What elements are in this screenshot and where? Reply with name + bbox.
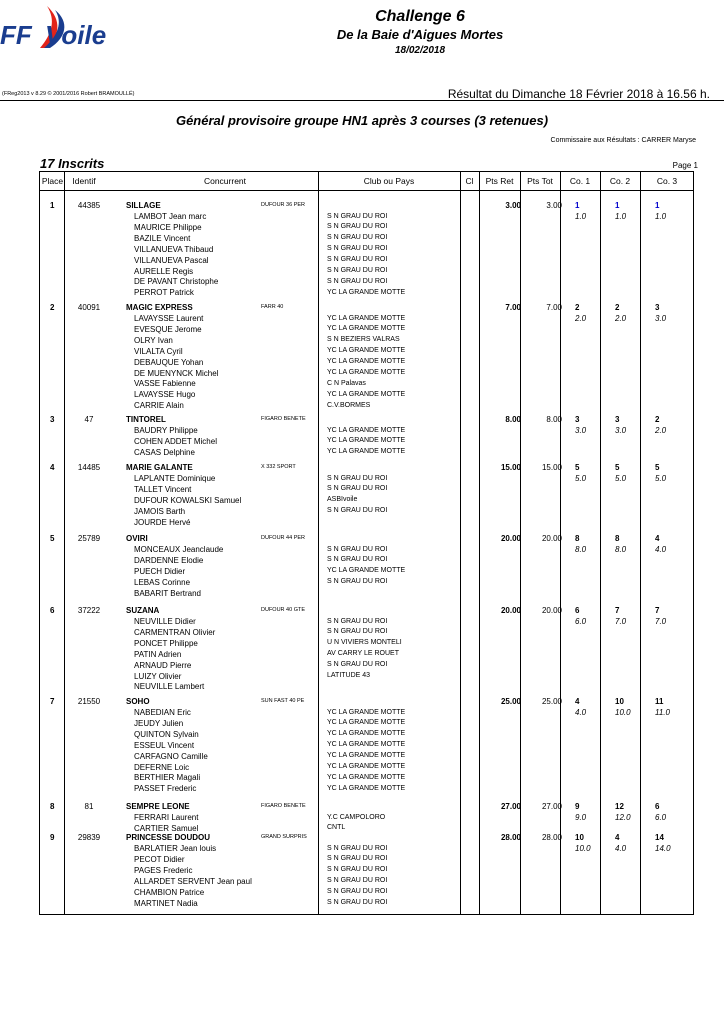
crew-club: C N Palavas <box>327 379 366 387</box>
race-place: 2 <box>575 303 580 312</box>
crew-member: LAVAYSSE Laurent <box>134 314 204 323</box>
crew-club: YC LA GRANDE MOTTE <box>327 288 406 296</box>
crew-member: QUINTON Sylvain <box>134 729 199 739</box>
crew-club: S N GRAU DU ROI <box>327 661 388 669</box>
crew-member: JEUDY Julien <box>134 718 184 728</box>
crew-club: S N GRAU DU ROI <box>327 474 388 482</box>
points-total: 7.00 <box>546 303 562 312</box>
column-divider <box>640 172 641 914</box>
race-score: 6.0 <box>575 617 587 626</box>
crew-member: MONCEAUX Jeanclaude <box>134 545 224 554</box>
race-score: 3.0 <box>575 426 587 435</box>
points-retained: 3.00 <box>505 201 521 210</box>
race-score: 5.0 <box>615 474 627 483</box>
crew-member: JAMOIS Barth <box>134 506 186 516</box>
crew-member: PONCET Philippe <box>134 638 198 648</box>
sail-id: 44385 <box>77 201 101 210</box>
crew-member: DE MUENYNCK Michel <box>134 368 219 378</box>
points-retained: 27.00 <box>500 802 521 811</box>
crew-club: YC LA GRANDE MOTTE <box>327 752 406 760</box>
race-score: 7.0 <box>615 617 627 626</box>
boat-name: MARIE GALANTE <box>126 463 193 472</box>
race-score: 3.0 <box>615 426 627 435</box>
boat-type: DUFOUR 44 PER <box>261 535 306 541</box>
crew-club: S N GRAU DU ROI <box>327 877 388 885</box>
crew-club: Y.C CAMPOLORO <box>327 813 386 821</box>
crew-member: VASSE Fabienne <box>134 379 196 389</box>
crew-member: PASSET Frederic <box>134 784 197 794</box>
crew-member: EVESQUE Jerome <box>134 324 202 334</box>
race-place: 2 <box>615 303 620 312</box>
race-place: 7 <box>615 606 620 615</box>
race-place: 4 <box>575 697 580 706</box>
crew-club: S N GRAU DU ROI <box>327 507 388 515</box>
crew-club: YC LA GRANDE MOTTE <box>327 369 406 376</box>
logo-ff-text: FF <box>0 20 32 50</box>
crew-club: YC LA GRANDE MOTTE <box>327 426 406 434</box>
crew-member: NEUVILLE Didier <box>134 617 196 626</box>
race-place: 4 <box>655 534 660 543</box>
race-place: 1 <box>615 201 620 210</box>
crew-member: NEUVILLE Lambert <box>134 682 205 692</box>
crew-club: YC LA GRANDE MOTTE <box>327 730 406 738</box>
crew-club: YC LA GRANDE MOTTE <box>327 784 406 792</box>
race-place: 10 <box>575 833 584 842</box>
race-score: 12.0 <box>615 813 631 822</box>
sail-id: 25789 <box>77 534 101 543</box>
crew-member: MARTINET Nadia <box>134 898 198 908</box>
crew-member: PATIN Adrien <box>134 649 182 659</box>
crew-club: YC LA GRANDE MOTTE <box>327 763 406 770</box>
boat-type: X 332 SPORT <box>261 464 296 470</box>
crew-club: LATITUDE 43 <box>327 672 371 679</box>
place: 2 <box>50 303 55 312</box>
crew-club: YC LA GRANDE MOTTE <box>327 347 406 355</box>
race-place: 8 <box>615 534 620 543</box>
crew-member: LAMBOT Jean marc <box>134 212 207 221</box>
crew-club: S N GRAU DU ROI <box>327 277 388 285</box>
sail-id: 37222 <box>77 606 101 615</box>
crew-club: YC LA GRANDE MOTTE <box>327 741 406 749</box>
race-score: 8.0 <box>615 545 627 554</box>
crew-club: S N GRAU DU ROI <box>327 899 388 906</box>
race-score: 10.0 <box>575 844 591 853</box>
points-retained: 7.00 <box>505 303 521 312</box>
race-place: 3 <box>575 415 580 424</box>
boat-name: MAGIC EXPRESS <box>126 303 193 312</box>
crew-member: MAURICE Philippe <box>134 222 202 232</box>
race-score: 11.0 <box>655 708 670 717</box>
results-table <box>39 171 694 915</box>
boat-type: DUFOUR 40 GTE <box>261 607 306 613</box>
column-divider <box>460 172 461 914</box>
column-header: Co. 1 <box>569 176 591 186</box>
crew-member: CARMENTRAN Olivier <box>134 627 216 637</box>
column-header: Identif <box>72 176 96 186</box>
crew-club: S N GRAU DU ROI <box>327 628 388 636</box>
race-score: 1.0 <box>575 212 587 221</box>
column-header: Concurrent <box>203 176 247 186</box>
crew-member: DARDENNE Elodie <box>134 555 204 565</box>
result-date: Résultat du Dimanche 18 Février 2018 à 16.56 h. <box>447 87 710 101</box>
points-retained: 25.00 <box>500 697 521 706</box>
race-place: 2 <box>655 415 660 424</box>
crew-member: BABARIT Bertrand <box>134 588 201 598</box>
crew-club: YC LA GRANDE MOTTE <box>327 437 406 445</box>
crew-member: BAUDRY Philippe <box>134 426 198 435</box>
crew-member: NABEDIAN Eric <box>134 708 191 717</box>
sail-id: 21550 <box>77 697 101 706</box>
crew-club: S N GRAU DU ROI <box>327 866 388 874</box>
crew-club: AV CARRY LE ROUET <box>327 650 399 658</box>
place: 5 <box>50 534 55 543</box>
race-score: 10.0 <box>615 708 631 717</box>
column-header: Pts Ret <box>485 176 514 186</box>
crew-member: BARLATIER Jean louis <box>134 844 217 853</box>
race-score: 1.0 <box>655 212 667 221</box>
crew-member: AURELLE Regis <box>134 266 194 276</box>
race-score: 4.0 <box>655 545 667 554</box>
header-divider <box>0 100 724 101</box>
crew-member: TALLET Vincent <box>134 484 192 494</box>
logo-voile-text: Voile <box>45 20 107 50</box>
crew-member: VILALTA Cyril <box>134 346 183 356</box>
crew-club: YC LA GRANDE MOTTE <box>327 567 406 575</box>
place: 8 <box>50 802 55 811</box>
race-score: 14.0 <box>655 844 671 853</box>
crew-club: YC LA GRANDE MOTTE <box>327 325 406 333</box>
crew-member: DUFOUR KOWALSKI Samuel <box>134 495 242 505</box>
crew-member: LAPLANTE Dominique <box>134 474 216 483</box>
crew-member: FERRARI Laurent <box>134 813 199 822</box>
column-divider <box>600 172 601 914</box>
crew-member: DEBAUQUE Yohan <box>134 357 204 367</box>
crew-club: S N GRAU DU ROI <box>327 234 388 242</box>
crew-club: S N GRAU DU ROI <box>327 556 388 564</box>
column-header: Co. 2 <box>609 176 631 186</box>
crew-member: DE PAVANT Christophe <box>134 277 219 287</box>
points-retained: 20.00 <box>500 534 521 543</box>
race-place: 3 <box>615 415 620 424</box>
points-retained: 20.00 <box>500 606 521 615</box>
column-divider <box>479 172 480 914</box>
crew-club: YC LA GRANDE MOTTE <box>327 773 406 781</box>
ffvoile-logo <box>0 4 125 50</box>
header-divider-line <box>40 190 693 191</box>
race-score: 9.0 <box>575 813 587 822</box>
race-score: 4.0 <box>615 844 627 853</box>
crew-club: S N BEZIERS VALRAS <box>327 336 400 344</box>
crew-member: ALLARDET SERVENT Jean paul <box>134 876 252 886</box>
place: 9 <box>50 833 55 842</box>
points-total: 27.00 <box>541 802 562 811</box>
race-place: 4 <box>615 833 620 842</box>
points-retained: 28.00 <box>500 833 521 842</box>
boat-name: SILLAGE <box>126 201 161 210</box>
place: 4 <box>50 463 55 472</box>
event-date: 18/02/2018 <box>394 45 446 56</box>
race-score: 8.0 <box>575 545 587 554</box>
column-divider <box>318 172 319 914</box>
boat-name: OVIRI <box>126 534 148 543</box>
software-copyright: (FReg2013 v 8.29 © 2001/2016 Robert BRAMOULLÉ) <box>2 91 135 97</box>
crew-member: CARFAGNO Camille <box>134 751 208 761</box>
crew-club: S N GRAU DU ROI <box>327 888 388 896</box>
crew-member: LUIZY Olivier <box>134 671 182 681</box>
crew-club: YC LA GRANDE MOTTE <box>327 719 406 727</box>
crew-member: CASAS Delphine <box>134 447 195 457</box>
crew-club: S N GRAU DU ROI <box>327 256 388 264</box>
crew-club: ASBIvoile <box>327 496 358 504</box>
column-header: Pts Tot <box>527 176 553 186</box>
race-place: 3 <box>655 303 660 312</box>
boat-name: SEMPRE LEONE <box>126 802 190 811</box>
race-place: 8 <box>575 534 580 543</box>
crew-club: CNTL <box>327 824 346 832</box>
points-total: 20.00 <box>541 534 562 543</box>
race-place: 5 <box>615 463 620 472</box>
crew-member: LAVAYSSE Hugo <box>134 390 196 400</box>
place: 1 <box>50 201 55 210</box>
points-total: 3.00 <box>546 201 562 210</box>
boat-type: DUFOUR 36 PER <box>261 202 306 208</box>
crew-club: S N GRAU DU ROI <box>327 545 388 553</box>
crew-member: CHAMBION Patrice <box>134 887 205 897</box>
crew-member: PECOT Didier <box>134 854 185 864</box>
crew-member: BAZILE Vincent <box>134 233 191 243</box>
crew-club: YC LA GRANDE MOTTE <box>327 448 406 456</box>
crew-club: YC LA GRANDE MOTTE <box>327 390 406 398</box>
race-place: 12 <box>615 802 624 811</box>
crew-club: S N GRAU DU ROI <box>327 855 388 863</box>
race-score: 2.0 <box>615 314 627 323</box>
boat-type: FIGARO BENETE <box>261 416 306 422</box>
crew-club: S N GRAU DU ROI <box>327 578 388 586</box>
event-subtitle: De la Baie d'Aigues Mortes <box>336 27 504 42</box>
crew-member: PUECH Didier <box>134 566 186 576</box>
boat-type: FARR 40 <box>261 304 284 310</box>
race-place: 9 <box>575 802 580 811</box>
crew-member: ESSEUL Vincent <box>134 740 195 750</box>
race-place: 1 <box>655 201 660 210</box>
column-header: Place <box>41 176 64 186</box>
crew-club: YC LA GRANDE MOTTE <box>327 314 406 322</box>
race-score: 7.0 <box>655 617 667 626</box>
crew-club: S N GRAU DU ROI <box>327 267 388 274</box>
crew-member: OLRY Ivan <box>134 335 173 345</box>
points-retained: 8.00 <box>505 415 521 424</box>
crew-club: S N GRAU DU ROI <box>327 844 388 852</box>
race-place: 10 <box>615 697 624 706</box>
crew-member: ARNAUD Pierre <box>134 660 192 670</box>
race-score: 6.0 <box>655 813 667 822</box>
boat-type: FIGARO BENETE <box>261 803 306 809</box>
crew-member: BERTHIER Magali <box>134 773 201 783</box>
boat-name: SUZANA <box>126 606 160 615</box>
crew-club: S N GRAU DU ROI <box>327 485 388 493</box>
race-place: 6 <box>575 606 580 615</box>
points-total: 25.00 <box>541 697 562 706</box>
crew-club: S N GRAU DU ROI <box>327 245 388 253</box>
race-score: 5.0 <box>575 474 587 483</box>
race-place: 5 <box>575 463 580 472</box>
crew-member: VILLANUEVA Thibaud <box>134 244 214 254</box>
race-score: 2.0 <box>655 426 667 435</box>
points-total: 8.00 <box>546 415 562 424</box>
crew-club: S N GRAU DU ROI <box>327 223 388 231</box>
sail-id: 14485 <box>77 463 101 472</box>
place: 3 <box>50 415 55 424</box>
boat-type: GRAND SURPRIS <box>261 834 307 840</box>
points-retained: 15.00 <box>500 463 521 472</box>
crew-member: CARRIE Alain <box>134 401 184 411</box>
crew-member: COHEN ADDET Michel <box>134 436 217 446</box>
crew-club: S N GRAU DU ROI <box>327 212 388 220</box>
place: 7 <box>50 697 55 706</box>
event-title: Challenge 6 <box>375 8 465 25</box>
race-score: 3.0 <box>655 314 667 323</box>
boat-name: TINTOREL <box>126 415 166 424</box>
crew-member: DEFERNE Loic <box>134 762 190 772</box>
place: 6 <box>50 606 55 615</box>
points-total: 28.00 <box>541 833 562 842</box>
crew-member: JOURDE Hervé <box>134 517 191 527</box>
column-header: Cl <box>465 176 474 186</box>
race-score: 4.0 <box>575 708 587 717</box>
race-place: 7 <box>655 606 660 615</box>
race-place: 14 <box>655 833 664 842</box>
points-total: 15.00 <box>541 463 562 472</box>
sail-id: 29839 <box>77 833 101 842</box>
crew-member: PERROT Patrick <box>134 288 194 298</box>
crew-club: U N VIVIERS MONTELI <box>327 639 402 647</box>
sail-id: 47 <box>84 415 94 424</box>
boat-name: SOHO <box>126 697 150 706</box>
crew-club: YC LA GRANDE MOTTE <box>327 358 406 366</box>
crew-member: CARTIER Samuel <box>134 823 199 833</box>
results-title: Général provisoire groupe HN1 après 3 courses (3 retenues) <box>175 113 549 128</box>
entrants-count: 17 Inscrits <box>40 156 105 171</box>
boat-type: SUN FAST 40 PE <box>261 698 305 704</box>
sail-id: 40091 <box>77 303 101 312</box>
crew-club: YC LA GRANDE MOTTE <box>327 708 406 716</box>
race-place: 11 <box>655 697 664 706</box>
boat-name: PRINCESSE DOUDOU <box>126 833 211 842</box>
race-place: 1 <box>575 201 580 210</box>
sail-id: 81 <box>84 802 94 811</box>
race-score: 2.0 <box>575 314 587 323</box>
crew-member: PAGES Frederic <box>134 865 193 875</box>
points-total: 20.00 <box>541 606 562 615</box>
crew-member: LEBAS Corinne <box>134 577 191 587</box>
column-header: Club ou Pays <box>363 176 415 186</box>
page-number: Page 1 <box>672 161 698 170</box>
race-place: 5 <box>655 463 660 472</box>
commissioner: Commissaire aux Résultats : CARRER Maryse <box>550 137 696 144</box>
crew-club: C.V.BORMES <box>327 401 371 409</box>
race-score: 5.0 <box>655 474 667 483</box>
crew-member: VILLANUEVA Pascal <box>134 255 209 265</box>
race-score: 1.0 <box>615 212 627 221</box>
crew-club: S N GRAU DU ROI <box>327 617 388 625</box>
race-place: 6 <box>655 802 660 811</box>
column-header: Co. 3 <box>656 176 678 186</box>
